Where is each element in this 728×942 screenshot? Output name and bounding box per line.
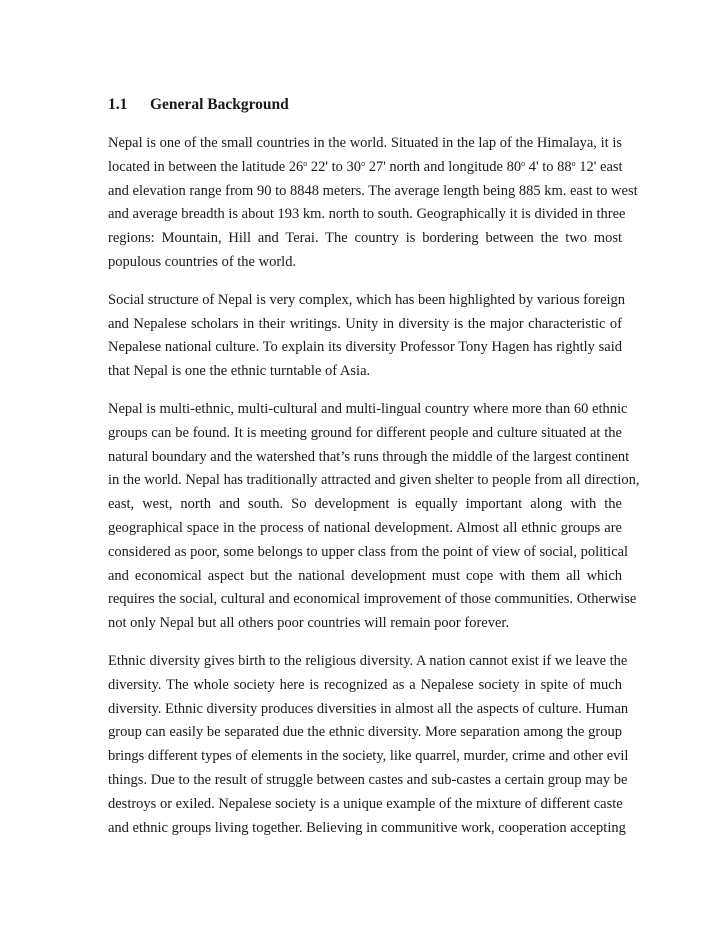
text-line: east, west, north and south. So development is equally important along with the bbox=[108, 496, 622, 513]
text-line: populous countries of the world. bbox=[108, 253, 297, 270]
text-line: Ethnic diversity gives birth to the religious diversity. A nation cannot exist if we leave the bbox=[108, 652, 628, 669]
section-number: 1.1 bbox=[108, 96, 128, 113]
degree-mark: o bbox=[571, 158, 576, 168]
text-line: regions: Mountain, Hill and Terai. The country is bordering between the two most bbox=[108, 230, 622, 247]
text-line: and elevation range from 90 to 8848 meters. The average length being 885 km. east to west bbox=[108, 182, 638, 199]
text-line: groups can be found. It is meeting ground for different people and culture situated at the bbox=[108, 424, 622, 441]
text-line: diversity. The whole society here is recognized as a Nepalese society in spite of much bbox=[108, 676, 622, 693]
text-line: not only Nepal but all others poor countries will remain poor forever. bbox=[108, 615, 510, 632]
text-line: destroys or exiled. Nepalese society is a unique example of the mixture of different caste bbox=[108, 795, 623, 812]
text-line: and Nepalese scholars in their writings. Unity in diversity is the major characteristic of bbox=[108, 315, 622, 332]
text-line: Social structure of Nepal is very complex, which has been highlighted by various foreign bbox=[108, 291, 626, 308]
body-text bbox=[108, 132, 640, 840]
paragraph bbox=[108, 650, 629, 840]
text-line: diversity. Ethnic diversity produces diversities in almost all the aspects of culture. Human bbox=[108, 700, 629, 717]
text-line: in the world. Nepal has traditionally attracted and given shelter to people from all direction, bbox=[108, 472, 640, 489]
text-line: Nepalese national culture. To explain its diversity Professor Tony Hagen has rightly said bbox=[108, 339, 622, 356]
text-line: brings different types of elements in the society, like quarrel, murder, crime and other evil bbox=[108, 748, 629, 765]
paragraph bbox=[108, 289, 626, 384]
text-line: located in between the latitude 26$^o$ 22' to 30$^o$ 27' north and longitude 80$^o$ 4' to 88$^o$ 12' east bbox=[108, 158, 623, 175]
section-heading bbox=[108, 94, 622, 116]
text-line: considered as poor, some belongs to upper class from the point of view of social, political bbox=[108, 543, 629, 560]
text-line: requires the social, cultural and economical improvement of those communities. Otherwise bbox=[108, 591, 637, 608]
text-line: geographical space in the process of national development. Almost all ethnic groups are bbox=[108, 519, 622, 536]
text-line: Nepal is multi-ethnic, multi-cultural and multi-lingual country where more than 60 ethnic bbox=[108, 400, 628, 417]
document-page bbox=[108, 94, 640, 854]
text-line: and average breadth is about 193 km. north to south. Geographically it is divided in three bbox=[108, 206, 626, 223]
section-title: General Background bbox=[150, 96, 289, 113]
text-line: and ethnic groups living together. Believing in communitive work, cooperation accepting bbox=[108, 819, 626, 836]
text-line: that Nepal is one the ethnic turntable of Asia. bbox=[108, 363, 371, 380]
text-line: natural boundary and the watershed that’s runs through the middle of the largest continent bbox=[108, 448, 630, 465]
text-line: things. Due to the result of struggle between castes and sub-castes a certain group may be bbox=[108, 771, 628, 788]
degree-mark: o bbox=[303, 158, 308, 168]
paragraph bbox=[108, 398, 640, 636]
text-line: group can easily be separated due the ethnic diversity. More separation among the group bbox=[108, 724, 622, 741]
degree-mark: o bbox=[361, 158, 366, 168]
text-line: Nepal is one of the small countries in the world. Situated in the lap of the Himalaya, it is bbox=[108, 135, 622, 151]
paragraph bbox=[108, 132, 638, 275]
text-line: and economical aspect but the national development must cope with them all which bbox=[108, 567, 622, 584]
degree-mark: o bbox=[521, 158, 526, 168]
